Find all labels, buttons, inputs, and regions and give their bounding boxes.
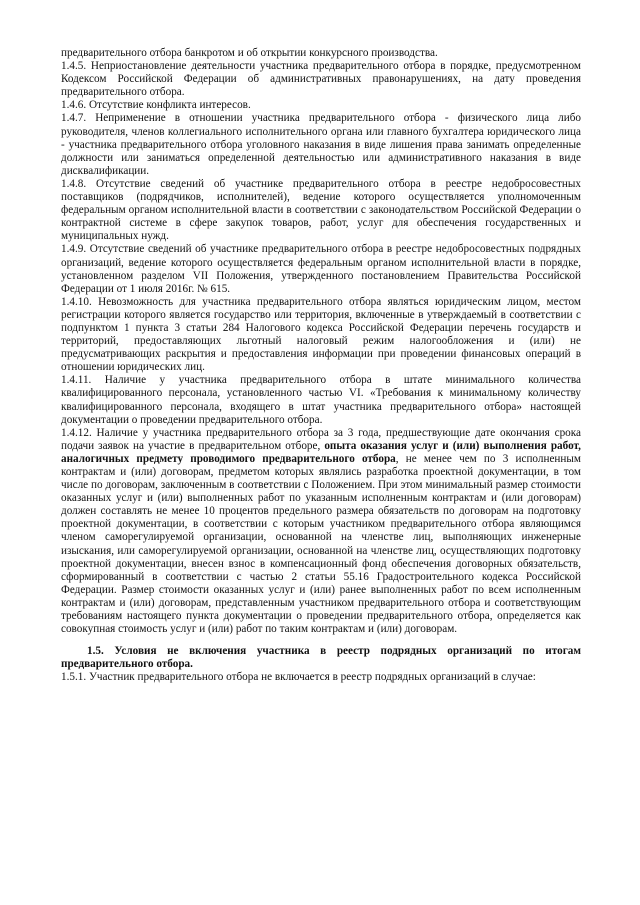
paragraph-1-4-12-intro: 1.4.12. Наличие у участника предварительного отбора за 3 года, предшествующие дате окончания срока подачи заявок на участие в предварительном отборе, [61,426,581,452]
section-1-5-title: 1.5. Условия не включения участника в реестр подрядных организаций по итогам предварительного отбора. [61,645,581,671]
paragraph-bankruptcy-continuation: предварительного отбора банкротом и об открытии конкурсного производства. [61,47,438,59]
paragraph-1-5-1: 1.5.1. Участник предварительного отбора не включается в реестр подрядных организаций в случае: [61,671,536,684]
paragraph-1-4-6: 1.4.6. Отсутствие конфликта интересов. [61,99,251,112]
paragraph-1-4-7: 1.4.7. Неприменение в отношении участника предварительного отбора - физического лица либо руководителя, членов коллегиального исполнительного органа или главного бухгалтера юридического лица - участника предварительного отбора уголовного наказания в виде лишения права занимать определенные должности или заниматься определенной деятельностью или административного наказания в виде дисквалификации. [61,112,581,177]
paragraph-1-4-12 [61,427,581,637]
paragraph-1-4-9: 1.4.9. Отсутствие сведений об участнике предварительного отбора в реестре недобросовестных подрядных организаций, ведение которого осуществляется федеральным органом исполнительной власти в порядке, установленном разделом VII Положения, утвержденного постановлением Правительства Российской Федерации от 1 июля 2016г. № 615. [61,243,581,295]
text-column [61,47,581,685]
paragraph-1-4-5: 1.4.5. Неприостановление деятельности участника предварительного отбора в порядке, предусмотренном Кодексом Российской Федерации об административных правонарушениях, на дату проведения предварительного отбора. [61,60,581,99]
paragraph-1-4-12-bold: опыта оказания услуг и (или) выполнения работ, аналогичных предмету проводимого предварительного отбора [61,439,581,465]
paragraph-1-4-10: 1.4.10. Невозможность для участника предварительного отбора являться юридическим лицом, местом регистрации которого является государство или территория, включенные в утверждаемый в соответствии с подпунктом 1 пункта 3 статьи 284 Налогового кодекса Российской Федерации перечень государств и территорий, предоставляющих льготный налоговый режим налогообложения и (или) не предусматривающих раскрытия и предоставления информации при проведении финансовых операций в отношении юридических лиц. [61,295,581,374]
paragraph-1-4-11: 1.4.11. Наличие у участника предварительного отбора в штате минимального количества квалифицированного персонала, установленного частью VI. «Требования к минимальному количеству квалифицированного персонала, входящего в штат участника предварительного отбора» настоящей документации о проведении предварительного отбора. [61,374,581,426]
paragraph-1-4-12-rest: , не менее чем по 3 исполненным контрактам и (или) договорам, предметом которых являлись разработка проектной документации, в том числе по договорам, заключенным в соответствии с Положением. При этом минимальный размер стоимости оказанных услуг и (или) выполненных работ по указанным исполненным контрактам и (или договорам) должен составлять не менее 10 процентов предельного размера обязательств по договорам на подготовку проектной документации, в соответствии с которым участником предварительного отбора являющимся членом саморегулируемой организации, основанной на членстве лиц, выполняющих инженерные изыскания, или саморегулируемой организации, основанной на членстве лиц, осуществляющих подготовку проектной документации, внесен взнос в компенсационный фонд обеспечения договорных обязательств, сформированный в соответствии с частью 2 статьи 55.16 Градостроительного кодекса Российской Федерации. Размер стоимости оказанных услуг и (или) ранее выполненных работ по всем исполненным контрактам и (или) договорам, представленным участником предварительного отбора и соответствующим требованиям настоящего пункта документации о проведении предварительного отбора, определяется как совокупная стоимость услуг и (или) работ по таким контрактам и (или) договорам. [61,452,581,636]
paragraph-1-4-8: 1.4.8. Отсутствие сведений об участнике предварительного отбора в реестре недобросовестных поставщиков (подрядчиков, исполнителей), ведение которого осуществляется уполномоченным федеральным органом исполнительной власти в соответствии с законодательством Российской Федерации о контрактной системе в сфере закупок товаров, работ, услуг для обеспечения государственных и муниципальных нужд. [61,177,581,243]
